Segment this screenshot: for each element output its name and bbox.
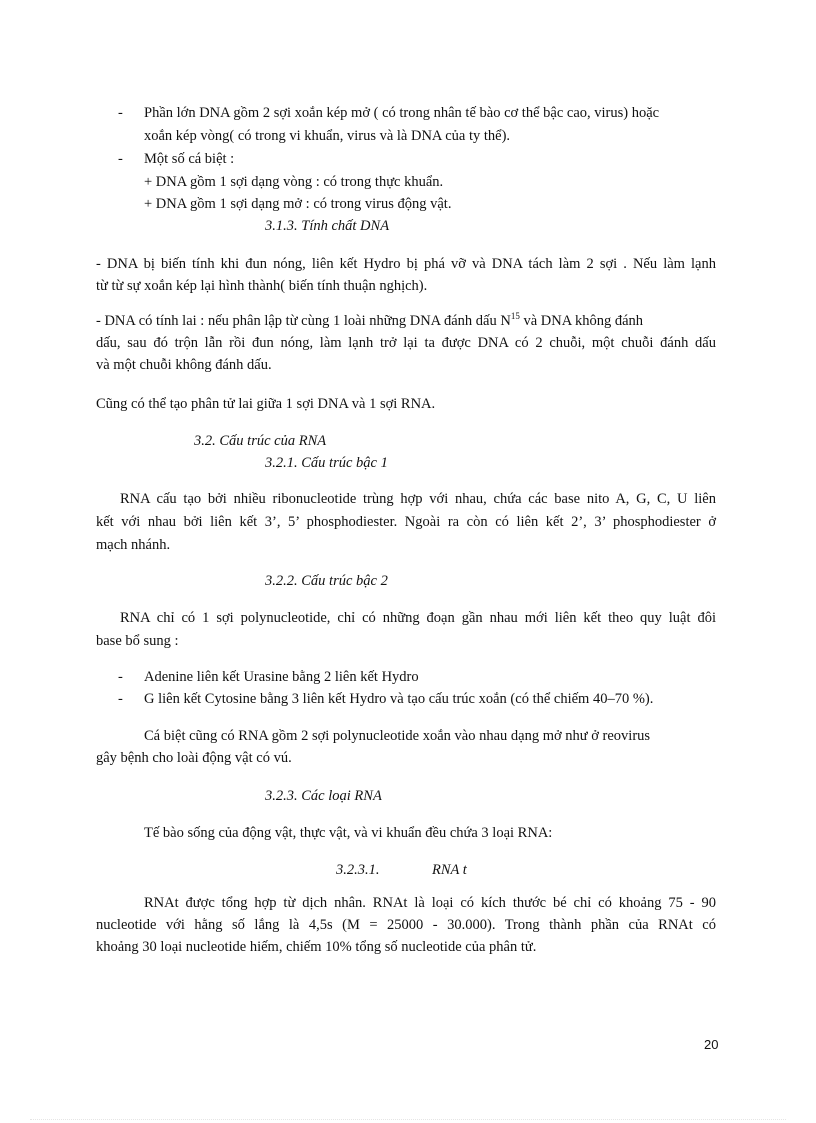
paragraph-text: và DNA không đánh bbox=[519, 313, 644, 329]
sub-bullet-line: + DNA gồm 1 sợi dạng mở : có trong virus động vật. bbox=[144, 196, 452, 212]
bullet-line: xoắn kép vòng( có trong vi khuẩn, virus và là DNA của ty thể). bbox=[144, 128, 511, 144]
bullet-line: G liên kết Cytosine bằng 3 liên kết Hydro và tạo cấu trúc xoắn (có thể chiếm 40–70 %). bbox=[144, 691, 654, 707]
paragraph-line: nucleotide với hằng số lắng là 4,5s (M = 25000 - 30.000). Trong thành phần của RNAt có bbox=[96, 917, 716, 933]
bullet-dash: - bbox=[118, 151, 123, 167]
bullet-dash: - bbox=[118, 669, 123, 685]
paragraph-line: mạch nhánh. bbox=[96, 537, 171, 553]
paragraph-line: khoảng 30 loại nucleotide hiếm, chiếm 10% tổng số nucleotide của phân tử. bbox=[96, 939, 537, 955]
paragraph-text: - DNA có tính lai : nếu phân lập từ cùng 1 loài những DNA đánh dấu N bbox=[96, 313, 511, 329]
paragraph-line: base bổ sung : bbox=[96, 633, 179, 649]
page-number: 20 bbox=[704, 1037, 719, 1052]
bullet-line: Phần lớn DNA gồm 2 sợi xoắn kép mở ( có trong nhân tế bào cơ thể bậc cao, virus) hoặc bbox=[144, 105, 660, 121]
paragraph-line: từ từ sự xoắn kép lại hình thành( biến tính thuận nghịch). bbox=[96, 278, 428, 294]
paragraph-line: gây bệnh cho loài động vật có vú. bbox=[96, 750, 292, 766]
paragraph-line bbox=[96, 313, 643, 330]
section-heading-3-2-3-1-number: 3.2.3.1. bbox=[336, 862, 380, 878]
paragraph-line: Tế bào sống của động vật, thực vật, và vi khuẩn đều chứa 3 loại RNA: bbox=[144, 825, 553, 841]
section-heading-3-2: 3.2. Cấu trúc của RNA bbox=[194, 433, 327, 449]
superscript: 15 bbox=[510, 311, 520, 322]
paragraph-line: dấu, sau đó trộn lẫn rồi đun nóng, làm lạnh trở lại ta được DNA có 2 chuỗi, một chuỗi đánh dấu bbox=[96, 335, 716, 351]
paragraph-line: Cũng có thể tạo phân tử lai giữa 1 sợi DNA và 1 sợi RNA. bbox=[96, 396, 436, 412]
section-heading-3-2-2: 3.2.2. Cấu trúc bậc 2 bbox=[265, 573, 388, 589]
section-heading-3-2-3-1-title: RNA t bbox=[432, 862, 467, 878]
paragraph-line: và một chuỗi không đánh dấu. bbox=[96, 357, 272, 373]
page-bottom-border bbox=[30, 1119, 786, 1120]
sub-bullet-line: + DNA gồm 1 sợi dạng vòng : có trong thực khuẩn. bbox=[144, 174, 444, 190]
paragraph-line: RNA chỉ có 1 sợi polynucleotide, chỉ có những đoạn gần nhau mới liên kết theo quy luật đôi bbox=[120, 610, 716, 626]
paragraph-line: kết với nhau bởi liên kết 3’, 5’ phosphodiester. Ngoài ra còn có liên kết 2’, 3’ phosphodiester ở bbox=[96, 514, 716, 530]
paragraph-line: Cá biệt cũng có RNA gồm 2 sợi polynucleotide xoắn vào nhau dạng mở như ở reovirus bbox=[144, 728, 651, 744]
bullet-dash: - bbox=[118, 691, 123, 707]
bullet-dash: - bbox=[118, 105, 123, 121]
bullet-line: Adenine liên kết Urasine bằng 2 liên kết Hydro bbox=[144, 669, 419, 685]
paragraph-line: RNA cấu tạo bởi nhiều ribonucleotide trùng hợp với nhau, chứa các base nito A, G, C, U liên bbox=[120, 491, 716, 507]
section-heading-3-2-3: 3.2.3. Các loại RNA bbox=[265, 788, 382, 804]
paragraph-line: RNAt được tổng hợp từ dịch nhân. RNAt là loại có kích thước bé chỉ có khoảng 75 - 90 bbox=[144, 895, 716, 911]
bullet-line: Một số cá biệt : bbox=[144, 151, 235, 167]
section-heading-3-2-1: 3.2.1. Cấu trúc bậc 1 bbox=[265, 455, 388, 471]
section-heading-3-1-3: 3.1.3. Tính chất DNA bbox=[265, 218, 390, 234]
paragraph-line: - DNA bị biến tính khi đun nóng, liên kết Hydro bị phá vỡ và DNA tách làm 2 sợi . Nếu làm lạnh bbox=[96, 256, 716, 272]
